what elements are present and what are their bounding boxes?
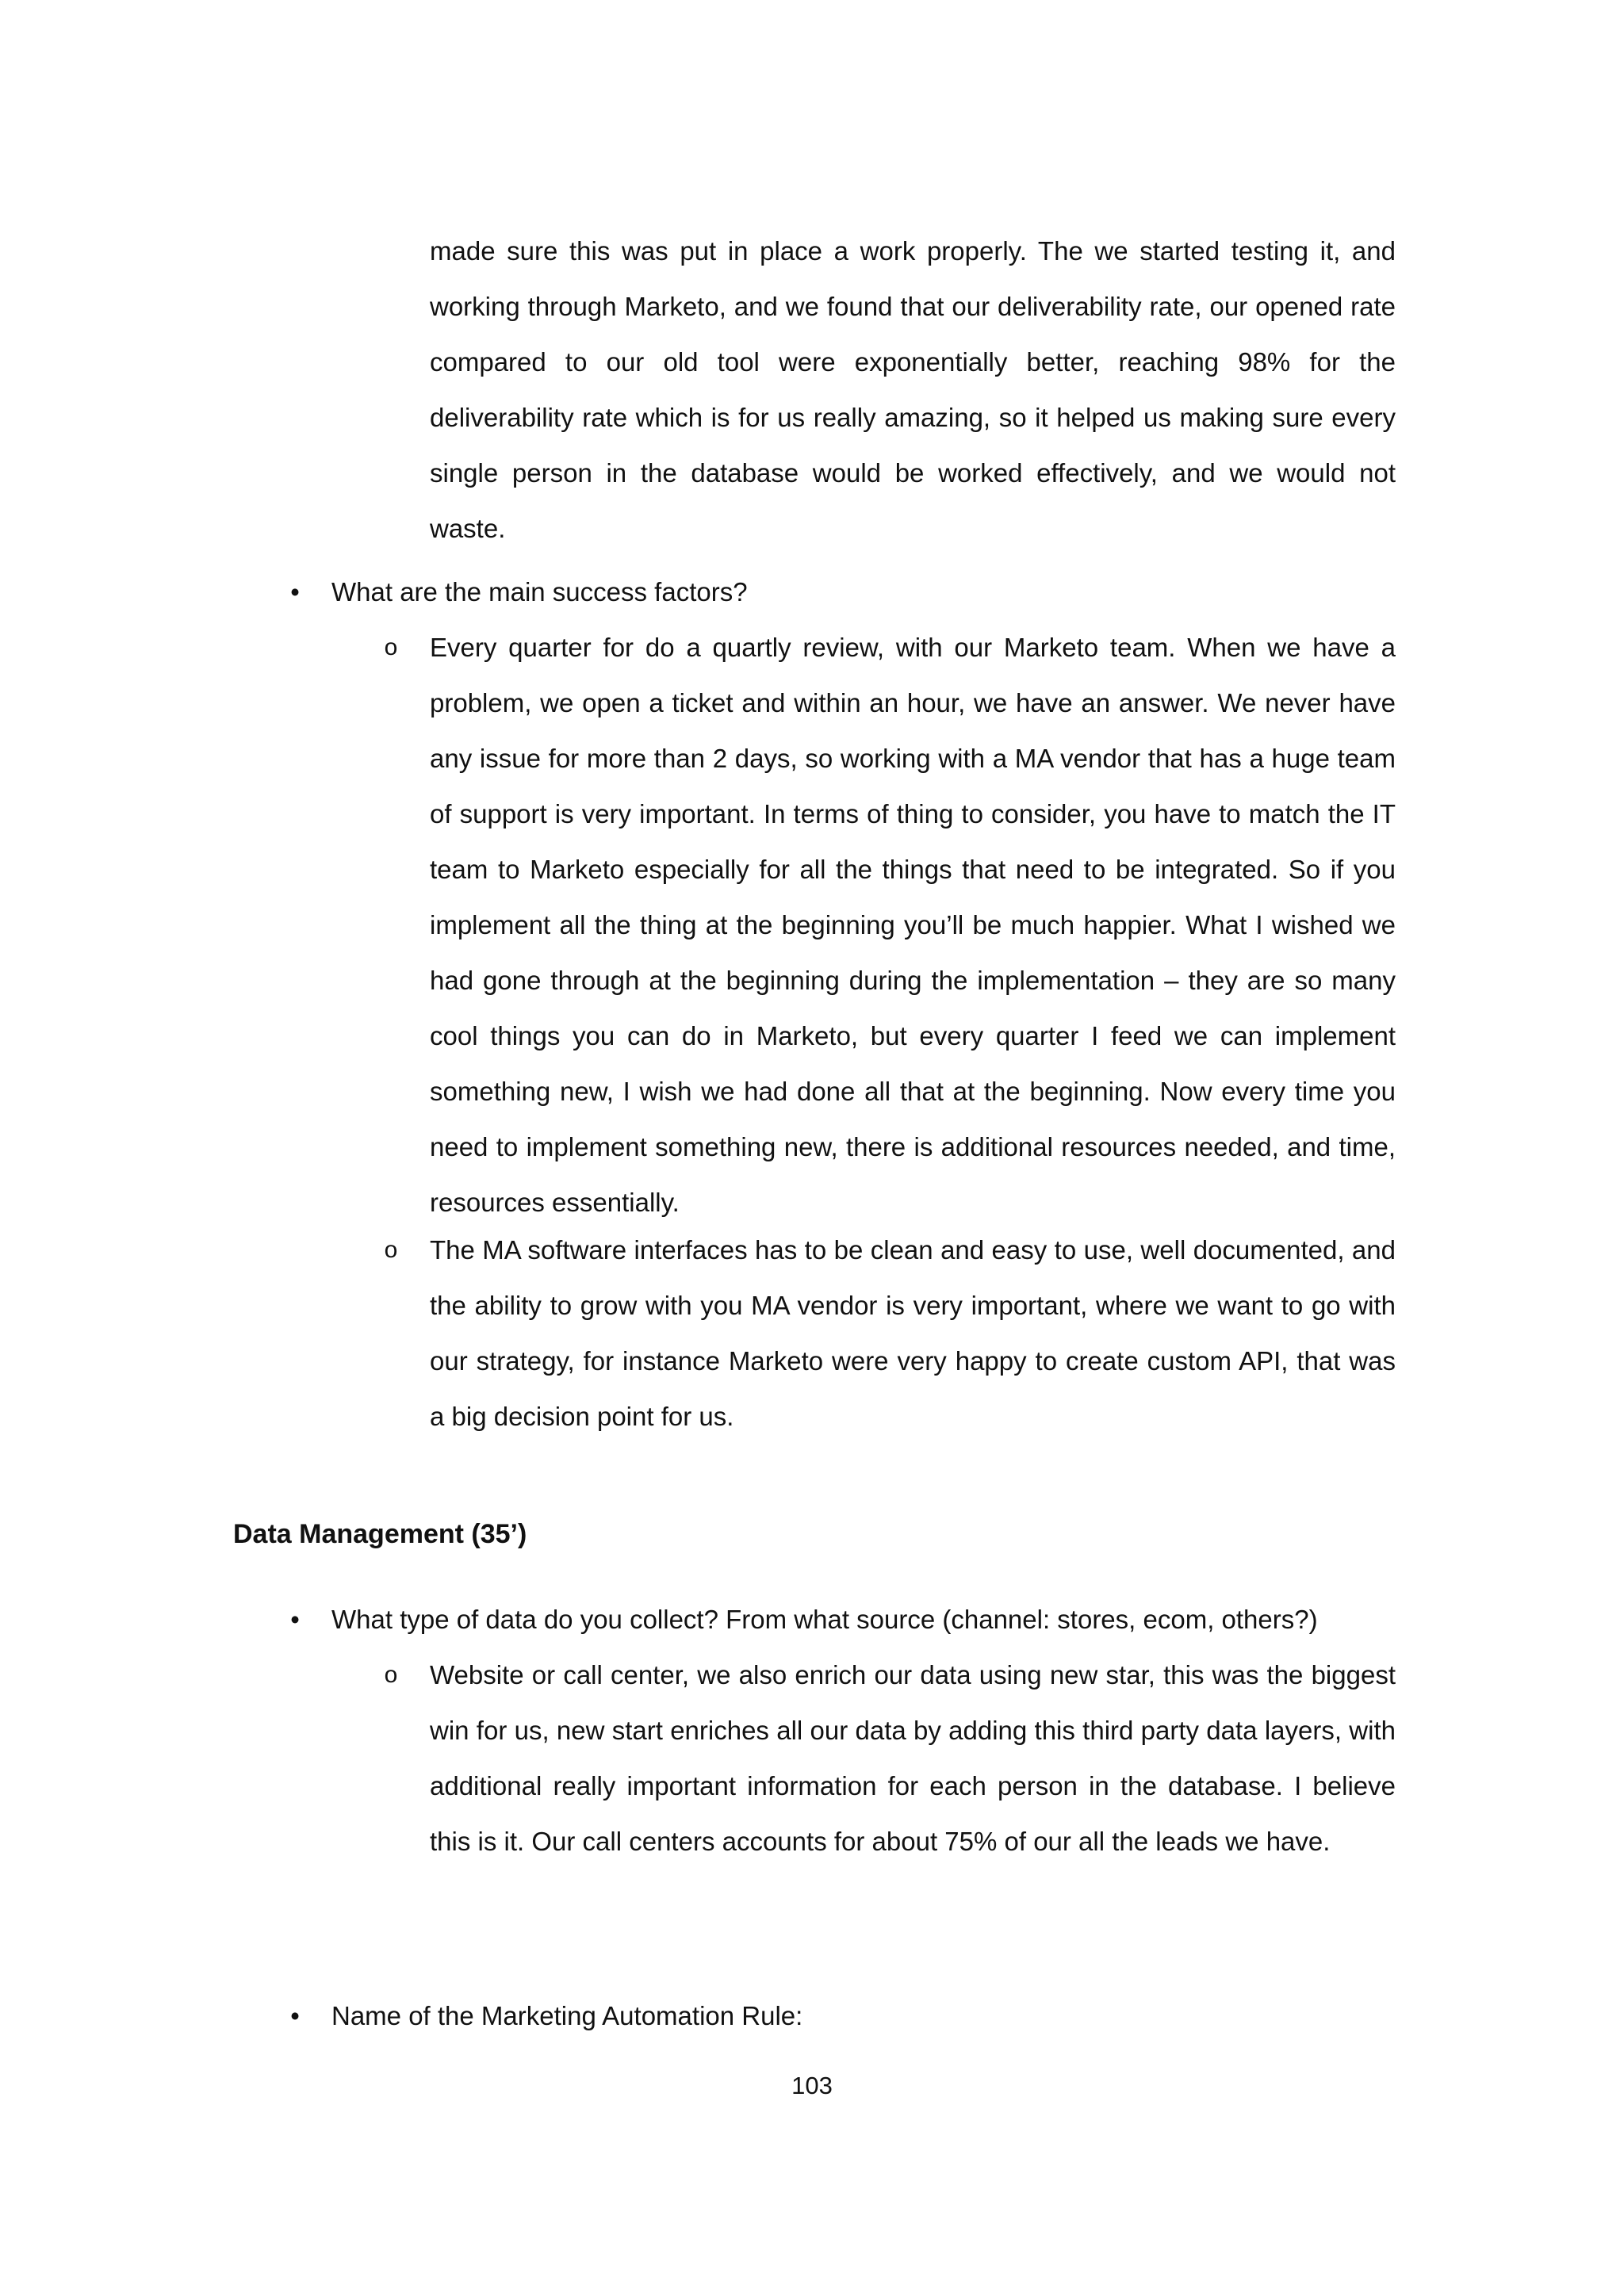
answer-support: Every quarter for do a quartly review, with our Marketo team. When we have a problem, we open a ticket and within an hour, we have an answer. We never have any issue for more than 2 days, so working with a MA vendor that has a huge team of support is very important. In terms of thing to consider, you have to match the IT team to Marketo especially for all the things that need to be integrated. So if you implement all the thing at the beginning you’ll be much happier. What I wished we had gone through at the beginning during the implementation – they are so many cool things you can do in Marketo, but every quarter I feed we can implement something new, I wish we had done all that at the beginning. Now every time you need to implement something new, there is additional resources needed, and time, resources essentially. [430, 633, 1396, 1217]
bullet-icon: • [290, 1605, 300, 1634]
answer-data-source: Website or call center, we also enrich our data using new star, this was the biggest win for us, new start enriches all our data by adding this third party data layers, with additional really important information for each person in the database. I believe this is it. Our call centers accounts for about 75% of our all the leads we have. [430, 1660, 1396, 1856]
page-number: 103 [791, 2072, 833, 2099]
question-success-factors: What are the main success factors? [331, 577, 748, 607]
bullet-icon: • [290, 577, 300, 607]
bullet-icon: • [290, 2001, 300, 2030]
sub-bullet-icon: o [384, 634, 398, 660]
answer-interface: The MA software interfaces has to be clean and easy to use, well documented, and the ability to grow with you MA vendor is very important, where we want to go with our strategy, for instance Marketo were very happy to create custom API, that was a big decision point for us. [430, 1235, 1396, 1431]
sub-bullet-icon: o [384, 1662, 398, 1688]
continuation-paragraph: made sure this was put in place a work properly. The we started testing it, and working through Marketo, and we found that our deliverability rate, our opened rate compared to our old tool were exponentially better, reaching 98% for the deliverability rate which is for us really amazing, so it helped us making sure every single person in the database would be worked effectively, and we would not waste. [430, 236, 1396, 543]
sub-bullet-icon: o [384, 1237, 398, 1263]
question-ma-rule: Name of the Marketing Automation Rule: [331, 2001, 803, 2030]
question-data-type: What type of data do you collect? From what source (channel: stores, ecom, others?) [331, 1605, 1318, 1634]
section-heading-data-management: Data Management (35’) [233, 1519, 527, 1549]
